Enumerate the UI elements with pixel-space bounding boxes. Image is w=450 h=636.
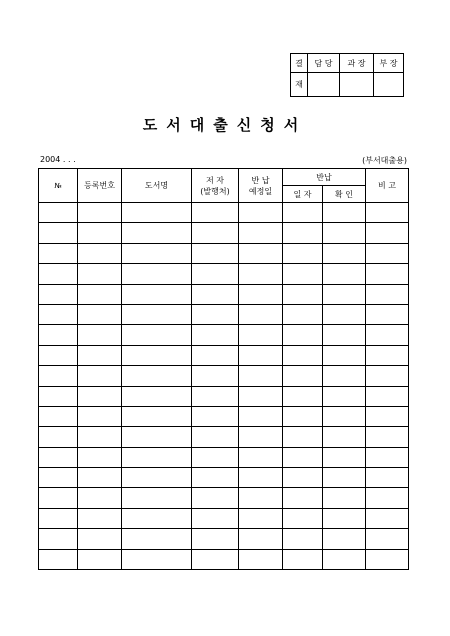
cell-no[interactable] [39,325,78,345]
cell-book-title[interactable] [122,203,192,223]
cell-registration-no[interactable] [78,366,122,386]
cell-registration-no[interactable] [78,386,122,406]
cell-no[interactable] [39,284,78,304]
cell-return-check[interactable] [323,427,366,447]
cell-remarks[interactable] [366,243,409,263]
approval-col-director: 부 장 [374,54,404,73]
cell-return-check[interactable] [323,386,366,406]
cell-author[interactable] [192,325,239,345]
cell-author[interactable] [192,345,239,365]
cell-author[interactable] [192,427,239,447]
cell-return-check[interactable] [323,447,366,467]
cell-author[interactable] [192,549,239,569]
cell-book-title[interactable] [122,366,192,386]
cell-remarks[interactable] [366,427,409,447]
cell-book-title[interactable] [122,386,192,406]
cell-return-check[interactable] [323,223,366,243]
header-no: № [39,169,78,203]
cell-remarks[interactable] [366,447,409,467]
cell-remarks[interactable] [366,264,409,284]
table-row [39,243,409,263]
cell-return-check[interactable] [323,284,366,304]
cell-return-scheduled[interactable] [239,304,283,324]
cell-no[interactable] [39,508,78,528]
cell-registration-no[interactable] [78,549,122,569]
cell-no[interactable] [39,549,78,569]
cell-no[interactable] [39,447,78,467]
cell-no[interactable] [39,529,78,549]
cell-no[interactable] [39,304,78,324]
cell-remarks[interactable] [366,386,409,406]
cell-return-scheduled[interactable] [239,366,283,386]
cell-return-scheduled[interactable] [239,325,283,345]
cell-book-title[interactable] [122,406,192,426]
cell-return-scheduled[interactable] [239,549,283,569]
table-row [39,223,409,243]
cell-author[interactable] [192,386,239,406]
cell-registration-no[interactable] [78,529,122,549]
cell-remarks[interactable] [366,406,409,426]
cell-return-check[interactable] [323,406,366,426]
table-row [39,468,409,488]
cell-remarks[interactable] [366,468,409,488]
table-row [39,325,409,345]
header-publisher-label: (발행처) [200,186,230,196]
header-return-check: 확 인 [323,186,366,203]
cell-registration-no[interactable] [78,304,122,324]
cell-return-scheduled[interactable] [239,203,283,223]
cell-author[interactable] [192,529,239,549]
cell-registration-no[interactable] [78,325,122,345]
cell-remarks[interactable] [366,488,409,508]
cell-author[interactable] [192,406,239,426]
cell-return-check[interactable] [323,529,366,549]
cell-return-scheduled[interactable] [239,243,283,263]
table-row [39,406,409,426]
cell-return-date[interactable] [283,406,323,426]
table-row [39,549,409,569]
table-row [39,508,409,528]
cell-book-title[interactable] [122,488,192,508]
cell-book-title[interactable] [122,508,192,528]
cell-remarks[interactable] [366,366,409,386]
cell-registration-no[interactable] [78,223,122,243]
cell-remarks[interactable] [366,284,409,304]
cell-registration-no[interactable] [78,427,122,447]
cell-book-title[interactable] [122,345,192,365]
cell-book-title[interactable] [122,549,192,569]
table-row [39,345,409,365]
cell-registration-no[interactable] [78,284,122,304]
cell-author[interactable] [192,284,239,304]
cell-return-date[interactable] [283,386,323,406]
cell-return-check[interactable] [323,508,366,528]
approval-col-charge: 담 당 [308,54,340,73]
loan-request-table [38,168,409,570]
cell-book-title[interactable] [122,304,192,324]
cell-return-check[interactable] [323,325,366,345]
cell-no[interactable] [39,203,78,223]
cell-remarks[interactable] [366,345,409,365]
approval-side-bottom: 재 [291,73,308,97]
header-return-date: 일 자 [283,186,323,203]
cell-registration-no[interactable] [78,488,122,508]
cell-book-title[interactable] [122,243,192,263]
form-title: 도서대출신청서 [142,116,308,134]
cell-registration-no[interactable] [78,345,122,365]
cell-book-title[interactable] [122,264,192,284]
header-remarks: 비 고 [366,169,409,203]
cell-return-date[interactable] [283,468,323,488]
cell-return-check[interactable] [323,366,366,386]
cell-return-date[interactable] [283,203,323,223]
cell-return-scheduled[interactable] [239,406,283,426]
table-row [39,427,409,447]
cell-author[interactable] [192,366,239,386]
approval-side-top: 결 [291,54,308,73]
cell-book-title[interactable] [122,468,192,488]
cell-remarks[interactable] [366,508,409,528]
cell-registration-no[interactable] [78,243,122,263]
cell-return-date[interactable] [283,447,323,467]
department-use-label: (부서대출용) [362,156,407,165]
cell-return-date[interactable] [283,345,323,365]
cell-author[interactable] [192,243,239,263]
cell-return-date[interactable] [283,427,323,447]
cell-author[interactable] [192,223,239,243]
cell-author[interactable] [192,508,239,528]
cell-return-scheduled[interactable] [239,427,283,447]
cell-author[interactable] [192,264,239,284]
header-return-scheduled [239,169,283,203]
cell-no[interactable] [39,468,78,488]
header-return-scheduled-a: 반 납 [251,175,270,185]
cell-registration-no[interactable] [78,508,122,528]
cell-return-date[interactable] [283,304,323,324]
approval-sign-manager[interactable] [340,73,374,97]
approval-col-manager: 과 장 [340,54,374,73]
cell-return-check[interactable] [323,488,366,508]
cell-registration-no[interactable] [78,264,122,284]
table-row [39,304,409,324]
cell-remarks[interactable] [366,549,409,569]
table-row [39,386,409,406]
cell-return-scheduled[interactable] [239,284,283,304]
cell-book-title[interactable] [122,284,192,304]
table-row [39,529,409,549]
header-author [192,169,239,203]
cell-remarks[interactable] [366,304,409,324]
cell-author[interactable] [192,447,239,467]
cell-return-scheduled[interactable] [239,386,283,406]
approval-sign-charge[interactable] [308,73,340,97]
table-row [39,264,409,284]
cell-return-scheduled[interactable] [239,508,283,528]
cell-return-date[interactable] [283,549,323,569]
table-row [39,488,409,508]
cell-return-date[interactable] [283,243,323,263]
table-row [39,203,409,223]
cell-author[interactable] [192,468,239,488]
cell-return-check[interactable] [323,304,366,324]
table-row [39,366,409,386]
cell-return-check[interactable] [323,264,366,284]
date-line: 2004 . . . [40,155,76,164]
cell-book-title[interactable] [122,427,192,447]
cell-remarks[interactable] [366,223,409,243]
cell-book-title[interactable] [122,529,192,549]
cell-no[interactable] [39,427,78,447]
cell-no[interactable] [39,386,78,406]
cell-registration-no[interactable] [78,447,122,467]
cell-return-scheduled[interactable] [239,223,283,243]
header-book-title: 도서명 [122,169,192,203]
cell-remarks[interactable] [366,529,409,549]
cell-return-check[interactable] [323,345,366,365]
table-row [39,447,409,467]
cell-registration-no[interactable] [78,468,122,488]
cell-book-title[interactable] [122,447,192,467]
cell-no[interactable] [39,366,78,386]
cell-no[interactable] [39,264,78,284]
cell-book-title[interactable] [122,223,192,243]
cell-return-date[interactable] [283,223,323,243]
cell-registration-no[interactable] [78,406,122,426]
cell-return-date[interactable] [283,325,323,345]
cell-return-scheduled[interactable] [239,468,283,488]
cell-remarks[interactable] [366,325,409,345]
approval-sign-director[interactable] [374,73,404,97]
cell-no[interactable] [39,488,78,508]
cell-return-check[interactable] [323,243,366,263]
cell-return-scheduled[interactable] [239,264,283,284]
cell-return-scheduled[interactable] [239,488,283,508]
cell-no[interactable] [39,243,78,263]
cell-author[interactable] [192,203,239,223]
cell-return-date[interactable] [283,508,323,528]
header-return-scheduled-b: 예정일 [248,186,273,196]
header-return: 반납 [283,169,366,186]
cell-return-scheduled[interactable] [239,529,283,549]
header-author-label: 저 자 [206,175,224,185]
cell-return-check[interactable] [323,203,366,223]
cell-return-date[interactable] [283,284,323,304]
cell-book-title[interactable] [122,325,192,345]
cell-no[interactable] [39,345,78,365]
cell-return-scheduled[interactable] [239,447,283,467]
cell-return-scheduled[interactable] [239,345,283,365]
cell-return-date[interactable] [283,264,323,284]
table-row [39,284,409,304]
cell-registration-no[interactable] [78,203,122,223]
cell-no[interactable] [39,406,78,426]
cell-return-date[interactable] [283,529,323,549]
cell-no[interactable] [39,223,78,243]
cell-return-date[interactable] [283,488,323,508]
cell-author[interactable] [192,304,239,324]
cell-return-check[interactable] [323,549,366,569]
approval-box [290,53,404,97]
cell-return-check[interactable] [323,468,366,488]
cell-remarks[interactable] [366,203,409,223]
cell-return-date[interactable] [283,366,323,386]
cell-author[interactable] [192,488,239,508]
header-registration-no: 등록번호 [78,169,122,203]
